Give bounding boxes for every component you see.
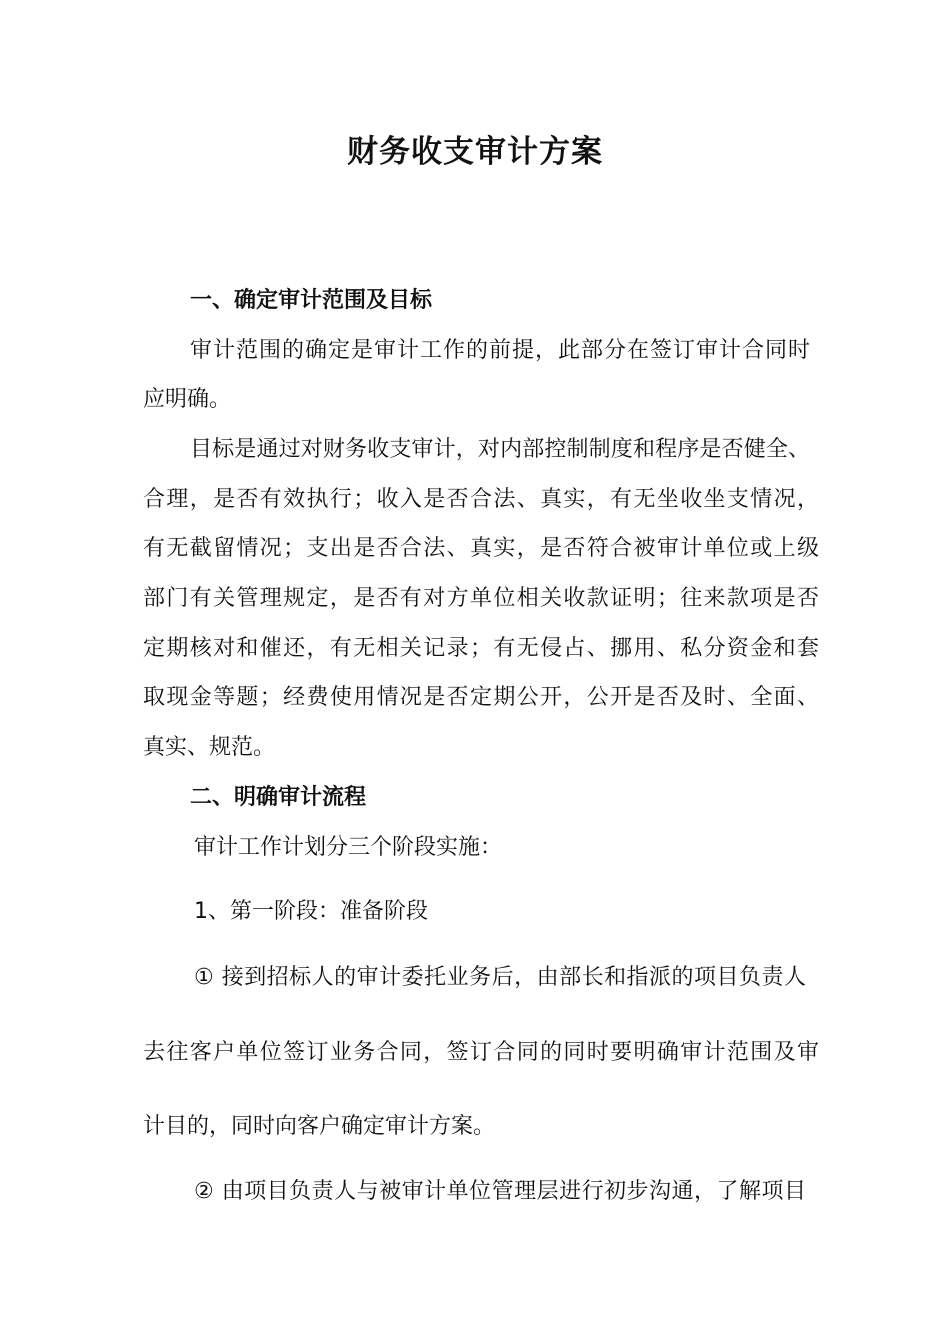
paragraph2-line3: 有无截留情况；支出是否合法、真实，是否符合被审计单位或上级 [143,536,819,561]
section2-heading: 二、明确审计流程 [190,785,367,810]
section1-heading: 一、确定审计范围及目标 [190,288,433,313]
paragraph1-line2: 应明确。 [143,387,232,412]
item1-line2: 去往客户单位签订业务合同，签订合同的同时要明确审计范围及审 [143,1040,819,1065]
process-intro: 审计工作计划分三个阶段实施： [194,835,503,860]
paragraph1-line1: 审计范围的确定是审计工作的前提，此部分在签订审计合同时 [190,338,810,363]
paragraph2-line7: 真实、规范。 [143,735,276,760]
paragraph2-line6: 取现金等题；经费使用情况是否定期公开，公开是否及时、全面、 [143,685,819,710]
paragraph2-line2: 合理，是否有效执行；收入是否合法、真实，有无坐收坐支情况， [143,487,819,512]
item1-line3: 计目的，同时向客户确定审计方案。 [143,1114,496,1139]
item1-line1: ① 接到招标人的审计委托业务后，由部长和指派的项目负责人 [194,965,806,990]
item2-line1: ② 由项目负责人与被审计单位管理层进行初步沟通，了解项目 [194,1179,806,1204]
document-title: 财务收支审计方案 [347,134,603,170]
stage1-heading: 1、第一阶段：准备阶段 [194,899,428,924]
paragraph2-line5: 定期核对和催还，有无相关记录；有无侵占、挪用、私分资金和套 [143,636,819,661]
paragraph2-line4: 部门有关管理规定，是否有对方单位相关收款证明；往来款项是否 [143,586,819,611]
paragraph2-line1: 目标是通过对财务收支审计，对内部控制制度和程序是否健全、 [190,437,810,462]
